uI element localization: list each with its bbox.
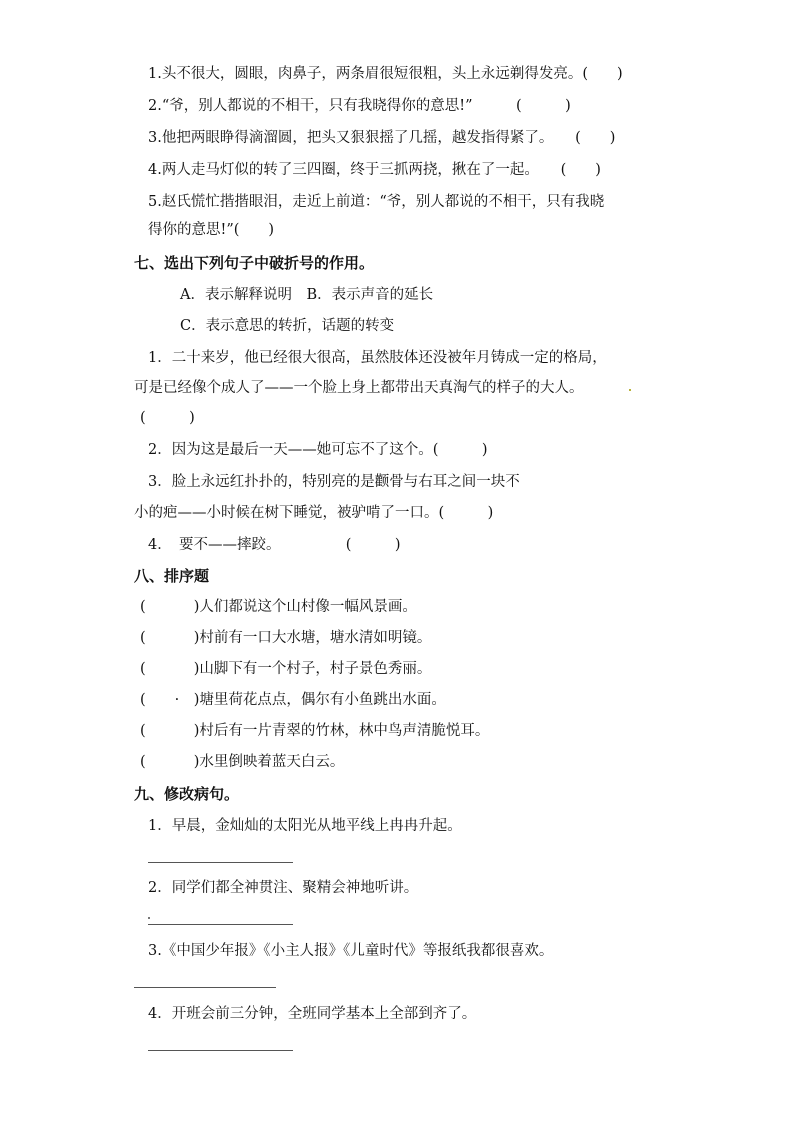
- sentence-item-1: 1.头不很大，圆眼，肉鼻子，两条眉很短很粗，头上永远剃得发亮。( ): [148, 66, 623, 82]
- option-a-b: A．表示解释说明 B．表示声音的延长: [180, 287, 434, 303]
- ordering-item-2: ( )村前有一口大水塘，塘水清如明镜。: [140, 630, 432, 646]
- stray-mark: [148, 917, 150, 919]
- dash-question-1-line-1: 1．二十来岁，他已经很大很高，虽然肢体还没被年月铸成一定的格局，: [148, 350, 607, 366]
- sentence-item-2: 2.“爷，别人都说的不相干，只有我晓得你的意思!” ( ): [148, 98, 571, 114]
- section-8-heading: 八、排序题: [134, 567, 210, 585]
- stray-mark: [629, 389, 631, 391]
- dash-question-3-line-2: 小的疤——小时候在树下睡觉，被驴啃了一口。( ): [134, 505, 494, 521]
- ordering-item-3: ( )山脚下有一个村子，村子景色秀丽。: [140, 661, 432, 677]
- answer-line-1: [148, 862, 293, 863]
- section-9-heading: 九、修改病句。: [134, 785, 240, 803]
- correction-item-4: 4．开班会前三分钟，全班同学基本上全部到齐了。: [148, 1006, 477, 1022]
- option-c: C．表示意思的转折，话题的转变: [180, 318, 395, 334]
- answer-line-4: [148, 1050, 293, 1051]
- sentence-item-3: 3.他把两眼睁得滴溜圆，把头又狠狠摇了几摇，越发指得紧了。 ( ): [148, 130, 616, 146]
- ordering-item-5: ( )村后有一片青翠的竹林，林中鸟声清脆悦耳。: [140, 723, 490, 739]
- correction-item-1: 1．早晨，金灿灿的太阳光从地平线上冉冉升起。: [148, 818, 462, 834]
- ordering-item-1: ( )人们都说这个山村像一幅风景画。: [140, 599, 417, 615]
- answer-line-3: [134, 987, 276, 988]
- dash-question-2: 2．因为这是最后一天——她可忘不了这个。( ): [148, 442, 488, 458]
- dash-question-1-line-2: 可是已经像个成人了——一个脸上身上都带出天真淘气的样子的大人。: [134, 380, 584, 396]
- sentence-item-5-line-2: 得你的意思!”( ): [148, 222, 275, 238]
- dash-question-4: 4． 要不——摔跤。 ( ): [148, 537, 401, 553]
- ordering-item-4: ( · )塘里荷花点点，偶尔有小鱼跳出水面。: [140, 692, 446, 708]
- answer-line-2: [148, 924, 293, 925]
- sentence-item-5-line-1: 5.赵氏慌忙揩揩眼泪，走近上前道：“爷，别人都说的不相干，只有我晓: [148, 194, 605, 210]
- dash-question-3-line-1: 3．脸上永远红扑扑的，特别亮的是颧骨与右耳之间一块不: [148, 474, 520, 490]
- correction-item-3: 3.《中国少年报》《小主人报》《儿童时代》等报纸我都很喜欢。: [148, 943, 554, 959]
- ordering-item-6: ( )水里倒映着蓝天白云。: [140, 754, 345, 770]
- section-7-heading: 七、选出下列句子中破折号的作用。: [134, 254, 375, 272]
- sentence-item-4: 4.两人走马灯似的转了三四圈，终于三抓两挠，揪在了一起。 ( ): [148, 162, 601, 178]
- dash-question-1-answer: ( ): [140, 410, 195, 426]
- correction-item-2: 2．同学们都全神贯注、聚精会神地听讲。: [148, 880, 419, 896]
